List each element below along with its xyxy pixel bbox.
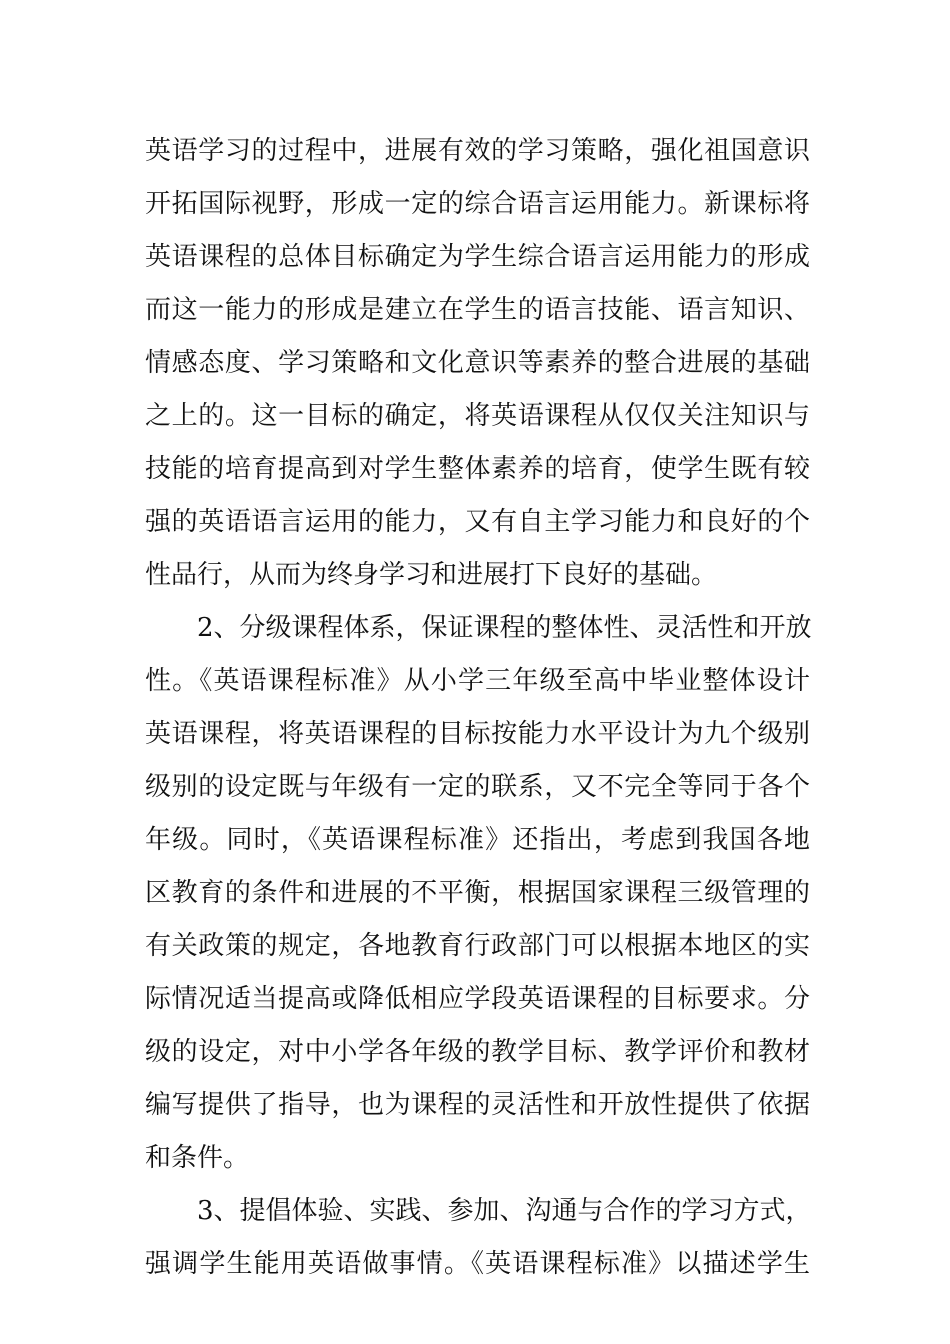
text-line-16: 有关政策的规定，各地教育行政部门可以根据本地区的实 [145, 931, 810, 961]
text-line-21: 3、提倡体验、实践、参加、沟通与合作的学习方式， [197, 1196, 812, 1226]
text-line-17: 际情况适当提高或降低相应学段英语课程的目标要求。分 [145, 984, 810, 1014]
text-line-2: 开拓国际视野，形成一定的综合语言运用能力。新课标将 [145, 189, 810, 219]
text-line-1: 英语学习的过程中，进展有效的学习策略，强化祖国意识 [145, 136, 810, 166]
text-line-20: 和条件。 [145, 1143, 250, 1173]
text-line-6: 之上的。这一目标的确定，将英语课程从仅仅关注知识与 [145, 401, 810, 431]
text-line-19: 编写提供了指导，也为课程的灵活性和开放性提供了依据 [145, 1090, 810, 1120]
text-line-15: 区教育的条件和进展的不平衡，根据国家课程三级管理的 [145, 878, 810, 908]
text-line-4: 而这一能力的形成是建立在学生的语言技能、语言知识、 [145, 295, 810, 325]
text-line-8: 强的英语语言运用的能力，又有自主学习能力和良好的个 [145, 507, 810, 537]
text-line-13: 级别的设定既与年级有一定的联系，又不完全等同于各个 [145, 772, 810, 802]
text-line-14: 年级。同时，《英语课程标准》还指出，考虑到我国各地 [145, 825, 810, 855]
text-line-9: 性品行，从而为终身学习和进展打下良好的基础。 [145, 560, 718, 590]
text-line-12: 英语课程，将英语课程的目标按能力水平设计为九个级别 [145, 719, 810, 749]
text-line-7: 技能的培育提高到对学生整体素养的培育，使学生既有较 [145, 454, 810, 484]
text-line-18: 级的设定，对中小学各年级的教学目标、教学评价和教材 [145, 1037, 810, 1067]
text-line-22: 强调学生能用英语做事情。《英语课程标准》以描述学生 [145, 1249, 810, 1279]
text-line-5: 情感态度、学习策略和文化意识等素养的整合进展的基础 [145, 348, 810, 378]
text-line-3: 英语课程的总体目标确定为学生综合语言运用能力的形成 [145, 242, 810, 272]
text-line-11: 性。《英语课程标准》从小学三年级至高中毕业整体设计 [145, 666, 810, 696]
text-line-10: 2、分级课程体系，保证课程的整体性、灵活性和开放 [197, 613, 812, 643]
